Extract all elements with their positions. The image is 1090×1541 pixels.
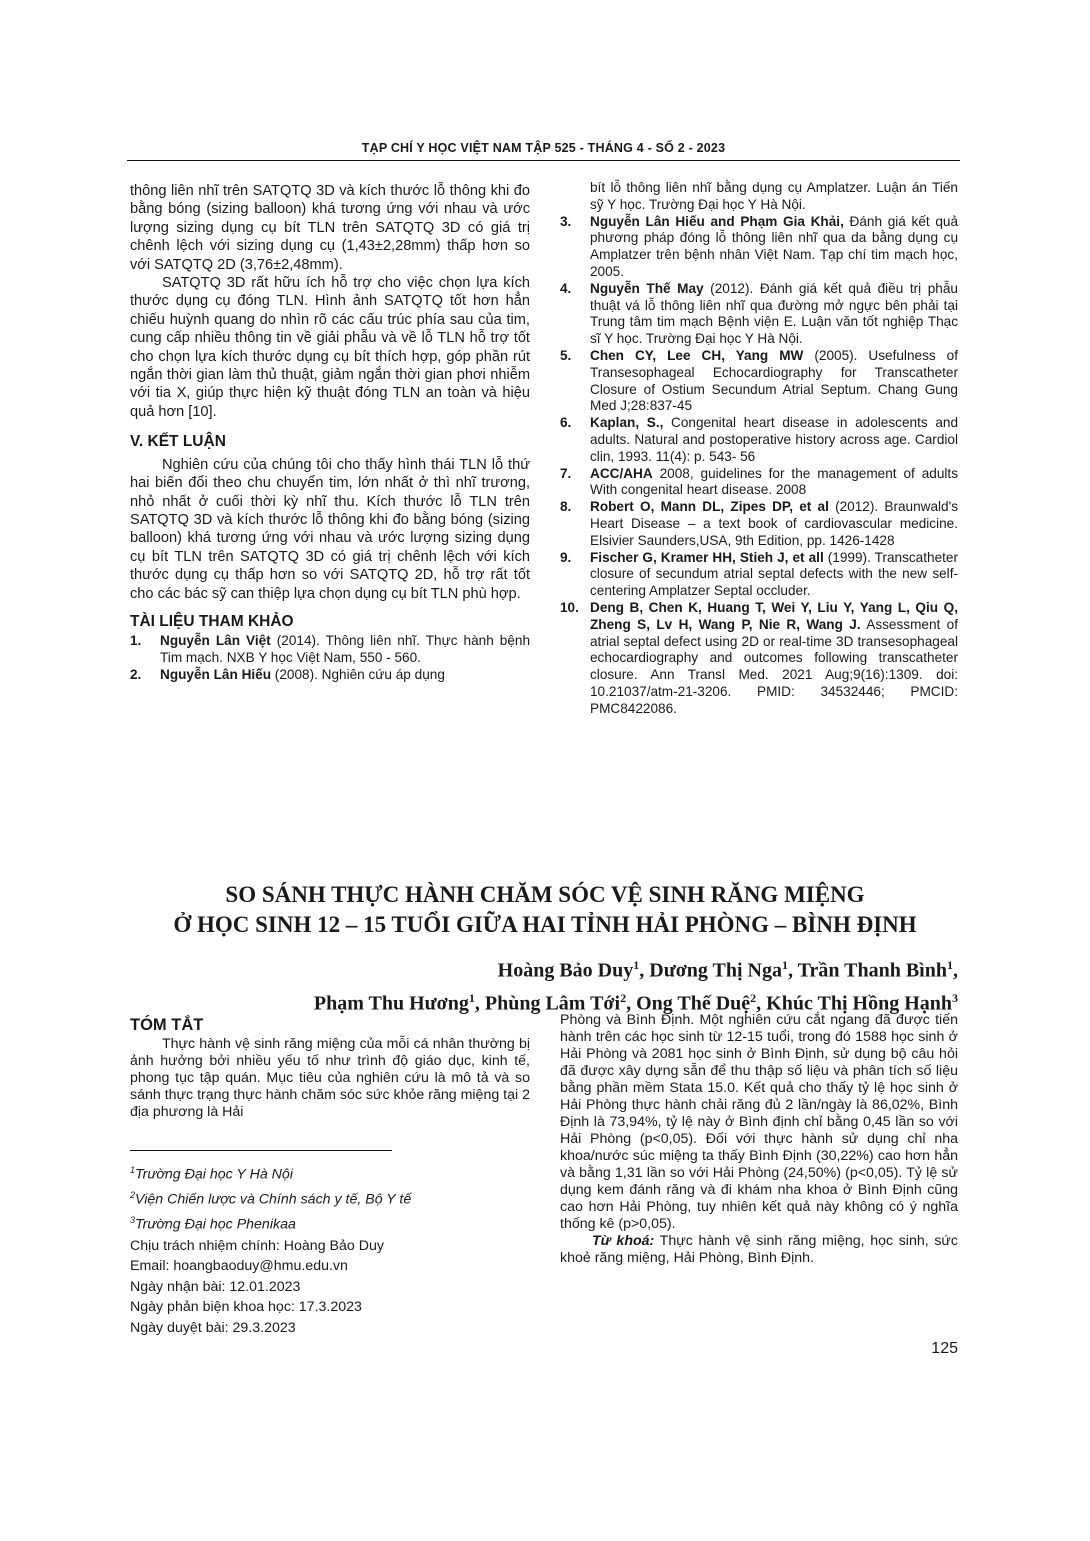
reference-item <box>560 281 958 348</box>
reference-text: (2008). Nghiên cứu áp dụng <box>271 666 445 682</box>
abstract-left-column <box>130 1016 530 1121</box>
author-list <box>130 952 958 1017</box>
author-affiliation: 3 <box>952 990 958 1005</box>
left-column-previous-article <box>130 182 530 684</box>
abstract-right-column <box>560 1012 958 1267</box>
abstract-text-part-1: Thực hành vệ sinh răng miệng của mỗi cá nhân thường bị ảnh hưởng bởi nhiều yếu tố như trình độ giáo dục, kinh tế, phong tục tập quán. Mục tiêu của nghiên cứu là mô tả và so sánh thực trạng thực hành chăm sóc sức khỏe răng miệng tại 2 địa phương là Hải <box>130 1036 530 1121</box>
reference-author: Kaplan, S., <box>590 415 664 431</box>
right-column-references <box>560 180 958 718</box>
discussion-paragraph-2: SATQTQ 3D rất hữu ích hỗ trợ cho việc chọn lựa kích thước dụng cụ đóng TLN. Hình ảnh SATQTQ tốt hơn hẳn chiếu huỳnh quang do nhìn rõ các cấu trúc phía sau của tim, cung cấp nhiều thông tin về giải phẫu và về lỗ TLN hỗ trợ tốt cho chọn lựa kích thước dụng cụ bít thích hợp, góp phần rút ngắn thời gian làm thủ thuật, giảm ngắn thời gian phơi nhiễm với tia X, giúp thực hiện kỹ thuật đóng TLN an toàn và hiệu quả hơn [10]. <box>130 275 530 420</box>
corresponding-email: Email: hoangbaoduy@hmu.edu.vn <box>130 1258 348 1275</box>
reference-item <box>130 667 530 684</box>
keywords <box>560 1233 958 1267</box>
reference-text: (2005). Usefulness of Transesophageal Echocardiography for Transcatheter Closure of Ostium Secundum Atrial Septum. Chang Gung Med J;28:837-45 <box>590 347 959 414</box>
reference-text: Đánh giá kết quả phương pháp đóng lỗ thông liên nhĩ qua da bằng dụng cụ Amplatzer trên bệnh nhân Việt Nam. Tạp chí tim mạch học, 2005. <box>590 213 959 279</box>
reference-number: 10. <box>560 599 579 615</box>
article-title-line-2: Ở HỌC SINH 12 – 15 TUỔI GIỮA HAI TỈNH HẢI PHÒNG – BÌNH ĐỊNH <box>173 912 917 937</box>
reference-item <box>560 466 958 500</box>
article-title <box>130 880 960 940</box>
abstract-text-part-2: Phòng và Bình Định. Một nghiên cứu cắt ngang đã được tiến hành trên các học sinh từ 12-15 tuổi, trong đó 1588 học sinh ở Hải Phòng và 2081 học sinh ở Bình Định, sử dụng bộ câu hỏi đã được xây dựng sẵn để thu thập số liệu và phân tích số liệu bằng phần mềm Stata 15.0. Kết quả cho thấy tỷ lệ học sinh ở Hải Phòng thực hành chải răng đủ 2 lần/ngày là 86,02%, Bình Định là 73,94%, tỷ lệ này ở Bình định chỉ bằng 0,45 lần so với Hải Phòng (p<0,05). Đối với thực hành sử dụng chỉ nha khoa/nước súc miệng ta thấy Bình Định (30,22%) cao hơn hẳn và bằng 1,31 lần so với Hải Phòng (24,50%) (p<0,05). Tỷ lệ sử dụng kem đánh răng và đi khám nha khoa ở Bình Định cũng cao hơn Hải Phòng, tuy nhiên kết quả này không có ý nghĩa thống kê (p>0,05). <box>560 1012 958 1232</box>
keywords-text: Thực hành vệ sinh răng miệng, học sinh, sức khoẻ răng miệng, Hải Phòng, Bình Định. <box>560 1233 958 1266</box>
reference-text: (2012). Braunwald's Heart Disease – a text book of cardiovascular medicine. Elsivier Saunders,USA, 9th Edition, pp. 1426-1428 <box>590 499 958 548</box>
reference-number: 1. <box>130 633 142 649</box>
reference-text: Congenital heart disease in adolescents and adults. Natural and postoperative history across age. Cardiol clin, 1993. 11(4): p. 543- 56 <box>590 415 958 464</box>
reference-text: (2012). Đánh giá kết quả điều trị phẫu thuật vá lỗ thông liên nhĩ qua đường mở ngực bên phải tại Trung tâm tim mạch Bệnh viện E. Luận văn tốt nghiệp Thạc sĩ Y học. Trường Đại học Y Hà Nội. <box>590 280 958 347</box>
reference-item <box>560 499 958 549</box>
article-title-line-1: SO SÁNH THỰC HÀNH CHĂM SÓC VỆ SINH RĂNG MIỆNG <box>225 882 865 907</box>
author-affiliation: 1 <box>782 958 788 972</box>
date-accepted: Ngày duyệt bài: 29.3.2023 <box>130 1319 296 1336</box>
author-affiliation: 1 <box>633 958 640 972</box>
reference-item <box>560 415 958 465</box>
affiliation-1: $^1$Trường Đại học Y Hà Nội <box>130 1165 293 1183</box>
references-list-left <box>130 633 530 683</box>
affiliation-2: $^2$Viện Chiến lược và Chính sách y tế, Bộ Y tế <box>130 1190 412 1208</box>
reference-number: 8. <box>560 499 572 515</box>
reference-item <box>560 600 958 718</box>
author-name: Dương Thị Nga <box>649 959 782 982</box>
references-list-right <box>560 214 958 718</box>
reference-author: Nguyễn Lân Hiếu and Phạm Gia Khải, <box>590 213 844 229</box>
author-affiliation: 1 <box>468 990 475 1005</box>
date-received: Ngày nhận bài: 12.01.2023 <box>130 1278 301 1295</box>
reference-author: Chen CY, Lee CH, Yang MW <box>590 347 804 363</box>
discussion-paragraph-1: thông liên nhĩ trên SATQTQ 3D và kích thước lỗ thông khi đo bằng bóng (sizing balloon) khá tương ứng với nhau và ước lượng sizing dụng cụ bít TLN trên SATQTQ 3D có giá trị chênh lệch với sizing dụng cụ (1,43±2,28mm) thấp hơn so với SATQTQ 2D (3,76±2,48mm). <box>130 183 530 273</box>
author-name: Ong Thế Duệ <box>636 992 751 1015</box>
page-number: 125 <box>931 1340 958 1357</box>
reference-text: (1999). Transcatheter closure of secundum atrial septal defects with the new self-centering Amplatzer Septal occluder. <box>590 549 958 599</box>
references-heading: TÀI LIỆU THAM KHẢO <box>130 612 294 630</box>
reference-number: 4. <box>560 280 572 296</box>
keywords-label: Từ khoá: <box>592 1233 655 1249</box>
footnote-divider <box>130 1150 392 1151</box>
reference-author: Nguyễn Lân Hiếu <box>160 666 272 682</box>
author-line-1: Hoàng Bảo Duy$^1$, Dương Thị Nga$^1$, Trần Thanh Bình$^1$, <box>497 958 958 982</box>
abstract-heading: TÓM TẮT <box>130 1016 204 1034</box>
author-line-2: Phạm Thu Hương$^1$, Phùng Lâm Tới$^2$, Ong Thế Duệ$^2$, Khúc Thị Hồng Hạnh$^3$ <box>313 990 958 1015</box>
reference-text: 2008, guidelines for the management of adults With congenital heart disease. 2008 <box>590 465 958 498</box>
author-name: Khúc Thị Hồng Hạnh <box>766 992 952 1015</box>
reference-number: 5. <box>560 347 572 363</box>
reference-author: Fischer G, Kramer HH, Stieh J, et all <box>590 549 824 565</box>
reference-author: Robert O, Mann DL, Zipes DP, et al <box>590 499 829 515</box>
journal-header: TẠP CHÍ Y HỌC VIỆT NAM TẬP 525 - THÁNG 4 - SỐ 2 - 2023 <box>127 141 960 161</box>
corresponding-author: Chịu trách nhiệm chính: Hoàng Bảo Duy <box>130 1237 384 1254</box>
author-name: Phùng Lâm Tới <box>484 992 621 1015</box>
reference-number: 3. <box>560 213 572 229</box>
conclusion-paragraph: Nghiên cứu của chúng tôi cho thấy hình thái TLN lỗ thứ hai biến đổi theo chu chuyển tim, lớn nhất ở thì nhĩ trương, nhỏ nhất ở cuối thời kỳ nhĩ thu. Kích thước lỗ TLN trên SATQTQ 3D và kích thước lỗ thông khi đo bằng bóng (sizing balloon) khá tương ứng với nhau và ước lượng sizing dụng cụ bít TLN trên SATQTQ 3D có giá trị chênh lệch với kích thước dụng cụ thấp hơn so với SATQTQ 2D, hỗ trợ rất tốt cho các bác sỹ can thiệp lựa chọn dụng cụ bít TLN phù hợp. <box>130 456 530 602</box>
author-affiliation: 2 <box>620 990 627 1005</box>
reference-author: ACC/AHA <box>590 465 653 481</box>
reference-text: Assessment of atrial septal defect using 2D or real-time 3D transesophageal echocardiography and outcomes following transcatheter closure. Ann Transl Med. 2021 Aug;9(16):1309. doi: 10.21037/atm-21-3206. PMID: 34532446; PMCID: PMC8422086. <box>590 616 958 716</box>
author-name: Trần Thanh Bình <box>797 959 947 982</box>
reference-number: 2. <box>130 666 142 682</box>
reference-item <box>560 214 958 281</box>
affiliation-3: $^3$Trường Đại học Phenikaa <box>130 1215 296 1234</box>
reference-author: Nguyễn Thế May <box>590 280 704 296</box>
conclusion-heading: V. KẾT LUẬN <box>130 433 226 451</box>
author-affiliation: 1 <box>947 958 953 972</box>
reference-author: Nguyễn Lân Việt <box>160 633 271 649</box>
reference-text: (2014). Thông liên nhĩ. Thực hành bệnh Tim mạch. NXB Y học Việt Nam, 550 - 560. <box>160 633 531 666</box>
author-name: Phạm Thu Hương <box>313 992 469 1015</box>
reference-item <box>130 633 530 667</box>
reference-item <box>560 348 958 415</box>
footnotes <box>130 1160 530 1338</box>
author-name: Hoàng Bảo Duy <box>497 959 634 982</box>
reference-number: 9. <box>560 549 572 565</box>
author-affiliation: 2 <box>750 990 757 1005</box>
reference-item <box>560 550 958 600</box>
reference-author: Deng B, Chen K, Huang T, Wei Y, Liu Y, Yang L, Qiu Q, Zheng S, Lv H, Wang P, Nie R, Wang J. <box>590 599 958 632</box>
reference-number: 6. <box>560 415 572 431</box>
reference-2-continued: bít lỗ thông liên nhĩ bằng dụng cụ Amplatzer. Luận án Tiến sỹ Y học. Trường Đại học Y Hà Nội. <box>590 180 958 212</box>
date-reviewed: Ngày phản biện khoa học: 17.3.2023 <box>130 1299 362 1316</box>
reference-number: 7. <box>560 465 572 481</box>
